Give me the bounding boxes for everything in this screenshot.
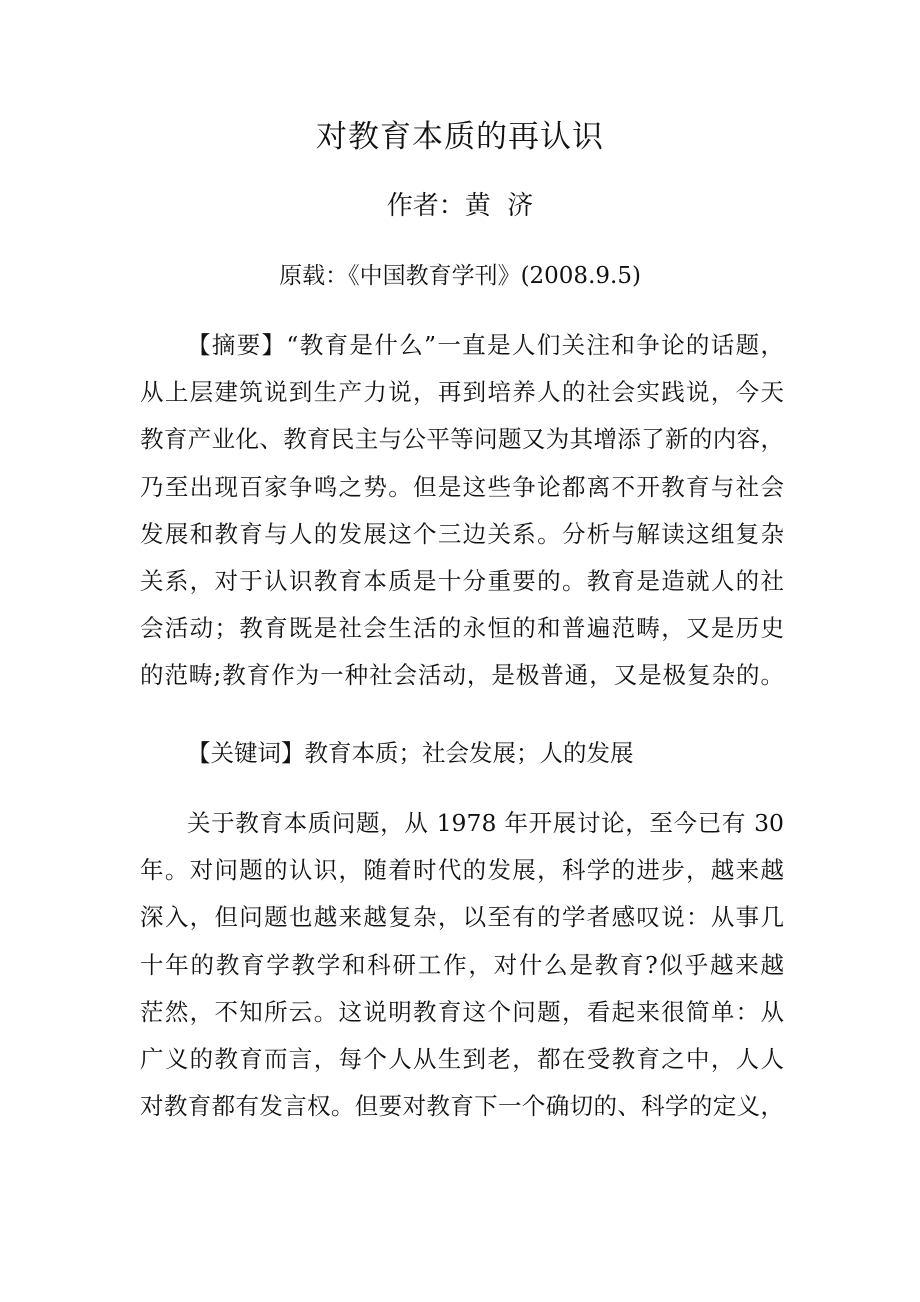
body-line: 茫然，不知所云。这说明教育这个问题，看起来很简单：从 xyxy=(140,997,784,1026)
document-source: 原载：《中国教育学刊》(2008.9.5) xyxy=(279,263,641,289)
abstract-line: 的范畴;教育作为一种社会活动，是极普通，又是极复杂的。 xyxy=(140,661,784,690)
abstract-paragraph xyxy=(140,322,784,700)
abstract-line: 关系，对于认识教育本质是十分重要的。教育是造就人的社 xyxy=(140,566,784,595)
body-line: 广义的教育而言，每个人从生到老，都在受教育之中，人人 xyxy=(140,1044,784,1073)
abstract-line: 【摘要】“教育是什么”一直是人们关注和争论的话题， xyxy=(187,331,784,359)
abstract-line: 会活动；教育既是社会生活的永恒的和普遍范畴，又是历史 xyxy=(140,614,784,643)
abstract-line: 发展和教育与人的发展这个三边关系。分析与解读这组复杂 xyxy=(140,519,784,548)
body-line: 十年的教育学教学和科研工作，对什么是教育?似乎越来越 xyxy=(140,950,784,979)
body-line: 深入，但问题也越来越复杂，以至有的学者感叹说：从事几 xyxy=(140,903,784,932)
body-line: 年。对问题的认识，随着时代的发展，科学的进步，越来越 xyxy=(140,856,784,885)
keywords-line: 【关键词】教育本质；社会发展；人的发展 xyxy=(187,739,634,767)
body-paragraph xyxy=(140,800,784,1130)
document-author: 作者：黄 济 xyxy=(386,191,534,221)
abstract-line: 乃至出现百家争鸣之势。但是这些争论都离不开教育与社会 xyxy=(140,472,784,501)
document-title: 对教育本质的再认识 xyxy=(316,119,604,155)
abstract-line: 教育产业化、教育民主与公平等问题又为其增添了新的内容， xyxy=(140,425,784,454)
abstract-line: 从上层建筑说到生产力说，再到培养人的社会实践说，今天 xyxy=(140,378,784,407)
body-line: 关于教育本质问题，从 1978 年开展讨论，至今已有 30 xyxy=(187,809,784,837)
body-line: 对教育都有发言权。但要对教育下一个确切的、科学的定义， xyxy=(140,1092,784,1121)
